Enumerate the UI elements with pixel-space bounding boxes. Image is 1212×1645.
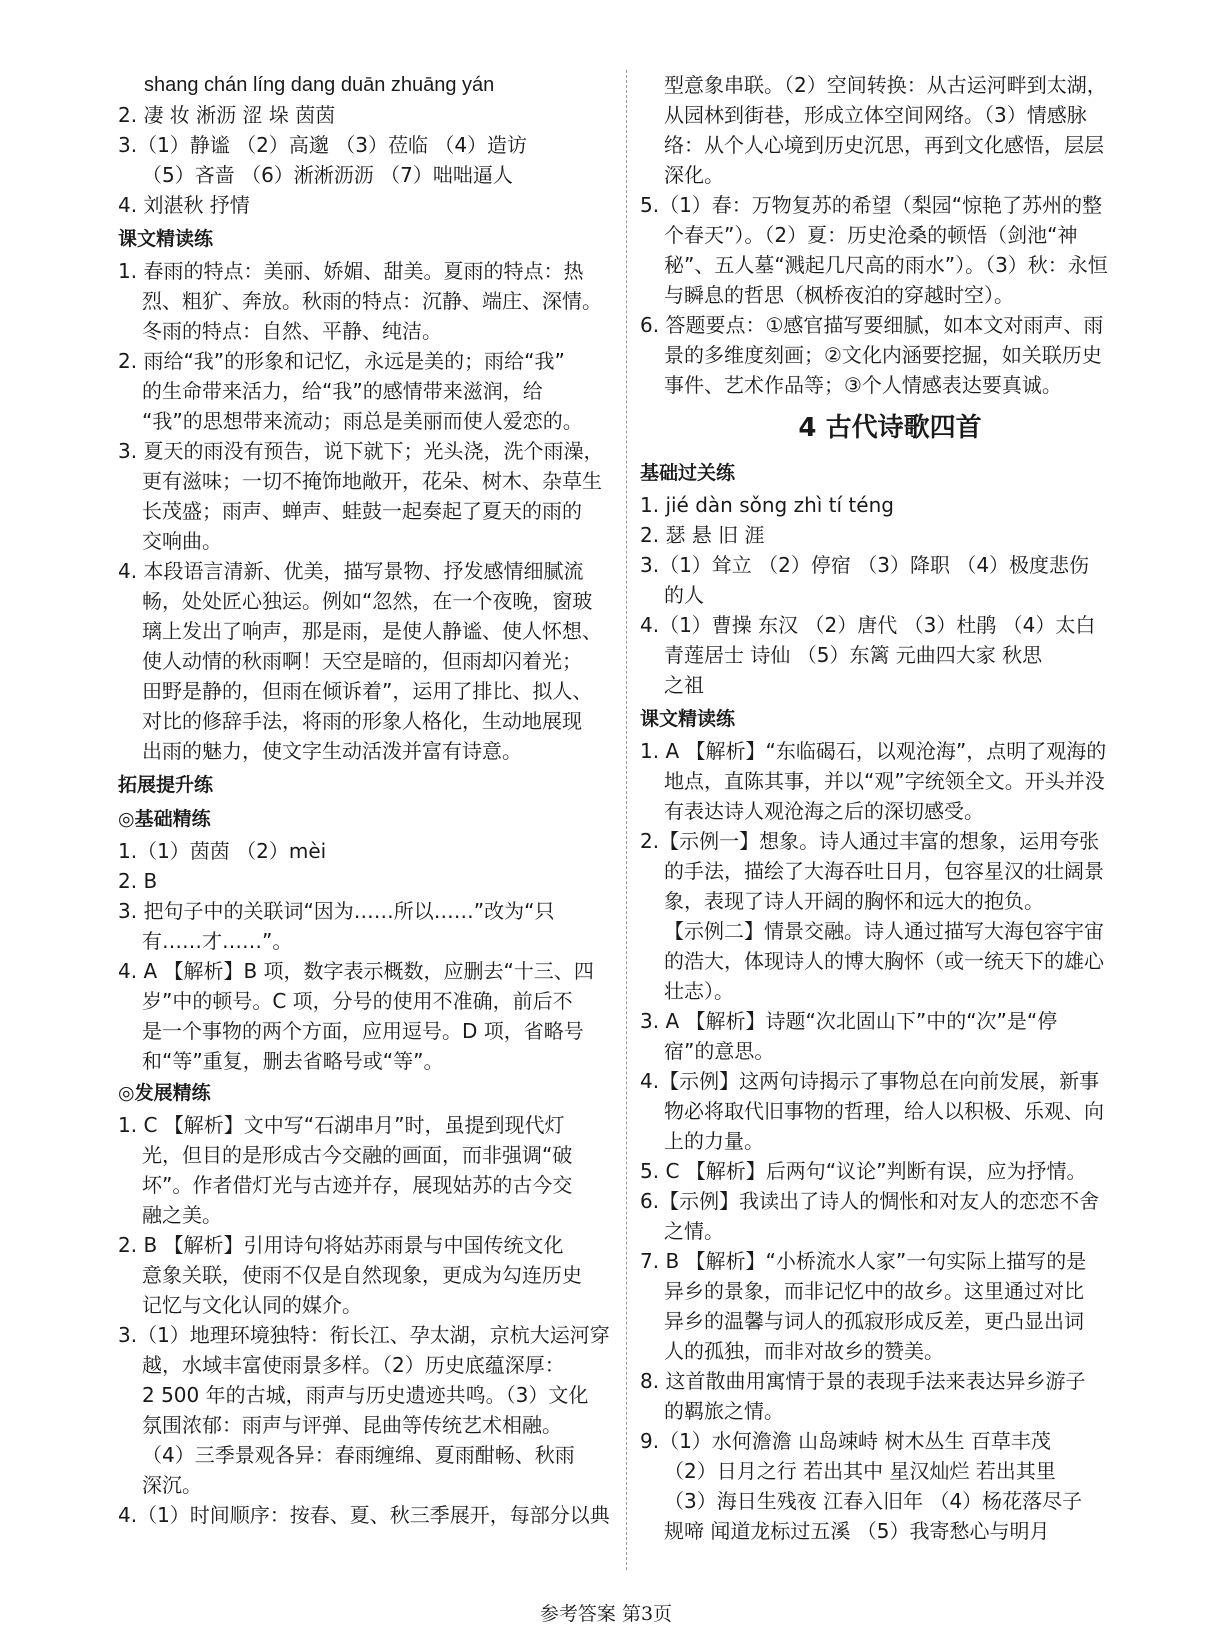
text-line: 坏”。作者借灯光与古迹并存，展现姑苏的古今交 — [142, 1173, 573, 1197]
text-line: 的浩大，体现诗人的博大胸怀（或一统天下的雄心 — [664, 949, 1104, 973]
text-line: 3.（1）静谧 （2）高邈 （3）莅临 （4）造访 — [118, 133, 528, 157]
text-line: 事件、艺术作品等；③个人情感表达要真诚。 — [664, 373, 1062, 397]
text-line: 青莲居士 诗仙 （5）东篱 元曲四大家 秋思 — [664, 643, 1043, 667]
text-line: 的人 — [664, 583, 704, 607]
text-line: （4）三季景观各异：春雨缠绵、夏雨酣畅、秋雨 — [142, 1443, 575, 1467]
text-line: 深化。 — [664, 163, 724, 187]
text-line: 2. B — [118, 869, 158, 893]
text-line: 拓展提升练 — [118, 774, 214, 796]
text-line: 课文精读练 — [640, 708, 736, 730]
text-line: 岁”中的顿号。C 项，分号的使用不准确，前后不 — [142, 989, 573, 1013]
text-line: 秘”、五人墓“溅起几尺高的雨水”）。（3）秋：永恒 — [664, 253, 1108, 277]
text-line: 3. 把句子中的关联词“因为……所以……”改为“只 — [118, 899, 555, 923]
text-line: 个春天”）。（2）夏：历史沧桑的顿悟（剑池“神 — [664, 223, 1078, 247]
text-line: 8. 这首散曲用寓情于景的表现手法来表达异乡游子 — [640, 1369, 1086, 1393]
text-line: 之情。 — [664, 1219, 724, 1243]
page-footer: 参考答案 第3页 — [539, 1603, 673, 1625]
text-line: 氛围浓郁：雨声与评弹、昆曲等传统艺术相融。 — [142, 1413, 562, 1437]
text-line: （5）吝啬 （6）淅淅沥沥 （7）咄咄逼人 — [142, 163, 513, 187]
text-line: 冬雨的特点：自然、平静、纯洁。 — [142, 319, 442, 343]
text-line: 规啼 闻道龙标过五溪 （5）我寄愁心与明月 — [664, 1519, 1050, 1543]
text-line: 物必将取代旧事物的哲理，给人以积极、乐观、向 — [664, 1099, 1104, 1123]
text-line: 1.（1）茵茵 （2）mèi — [118, 839, 327, 863]
text-line: 4. 刘湛秋 抒情 — [118, 193, 250, 217]
text-line: 田野是静的，但雨在倾诉着”，运用了排比、拟人、 — [142, 679, 593, 703]
column-divider — [626, 70, 627, 1570]
text-line: 和“等”重复，删去省略号或“等”。 — [142, 1049, 444, 1073]
text-line: 象，表现了诗人开阔的胸怀和远大的抱负。 — [664, 889, 1044, 913]
text-line: 2. 瑟 悬 旧 涯 — [640, 523, 765, 547]
text-line: 有表达诗人观沧海之后的深切感受。 — [664, 799, 984, 823]
text-line: 对比的修辞手法，将雨的形象人格化，生动地展现 — [142, 709, 582, 733]
text-line: “我”的思想带来流动；雨总是美丽而使人爱恋的。 — [142, 409, 583, 433]
text-line: 异乡的景象，而非记忆中的故乡。这里通过对比 — [664, 1279, 1084, 1303]
text-line: 【示例二】情景交融。诗人通过描写大海包容宇宙 — [664, 919, 1104, 943]
text-line: 6. 答题要点：①感官描写要细腻，如本文对雨声、雨 — [640, 313, 1104, 337]
text-line: 4.【示例】这两句诗揭示了事物总在向前发展，新事 — [640, 1069, 1100, 1093]
text-line: 记忆与文化认同的媒介。 — [142, 1293, 362, 1317]
text-line: 9.（1）水何澹澹 山岛竦峙 树木丛生 百草丰茂 — [640, 1429, 1051, 1453]
text-line: 上的力量。 — [664, 1129, 764, 1153]
text-line: 络：从个人心境到历史沉思，再到文化感悟，层层 — [664, 133, 1104, 157]
left-column — [118, 70, 618, 1530]
text-line: 畅，处处匠心独运。例如“忽然，在一个夜晚，窗玻 — [142, 589, 593, 613]
text-line: 光，但目的是形成古今交融的画面，而非强调“破 — [142, 1143, 573, 1167]
right-column — [640, 70, 1140, 1546]
text-line: ◎发展精练 — [118, 1082, 211, 1104]
text-line: 2. 雨给“我”的形象和记忆，永远是美的；雨给“我” — [118, 349, 565, 373]
text-line: 4.（1）曹操 东汉 （2）唐代 （3）杜鹃 （4）太白 — [640, 613, 1096, 637]
text-line: 2 500 年的古城，雨声与历史遗迹共鸣。（3）文化 — [142, 1383, 589, 1407]
text-line: 从园林到街巷，形成立体空间网络。（3）情感脉 — [664, 103, 1087, 127]
text-line: 有……才……”。 — [142, 929, 293, 953]
text-line: 3. 夏天的雨没有预告，说下就下；光头浇，洗个雨澡， — [118, 439, 604, 463]
text-line: 4.（1）时间顺序：按春、夏、秋三季展开，每部分以典 — [118, 1503, 610, 1527]
text-line: 的生命带来活力，给“我”的感情带来滋润，给 — [142, 379, 543, 403]
text-line: 之祖 — [664, 673, 704, 697]
text-line: 意象关联，使雨不仅是自然现象，更成为勾连历史 — [142, 1263, 582, 1287]
text-line: 宿”的意思。 — [664, 1039, 775, 1063]
text-line: ◎基础精练 — [118, 808, 211, 830]
text-line: 型意象串联。（2）空间转换：从古运河畔到太湖， — [664, 73, 1107, 97]
text-line: 的羁旅之情。 — [664, 1399, 784, 1423]
text-line: 更有滋味；一切不掩饰地敞开，花朵、树木、杂草生 — [142, 469, 602, 493]
text-line: 景的多维度刻画；②文化内涵要挖掘，如关联历史 — [664, 343, 1102, 367]
text-line: 的手法，描绘了大海吞吐日月，包容星汉的壮阔景 — [664, 859, 1104, 883]
text-line: 出雨的魅力，使文字生动活泼并富有诗意。 — [142, 739, 522, 763]
text-line: 7. B 【解析】“小桥流水人家”一句实际上描写的是 — [640, 1249, 1087, 1273]
text-line: 3.（1）耸立 （2）停宿 （3）降职 （4）极度悲伤 — [640, 553, 1090, 577]
text-line: 1. 春雨的特点：美丽、娇媚、甜美。夏雨的特点：热 — [118, 259, 584, 283]
text-line: （2）日月之行 若出其中 星汉灿烂 若出其里 — [664, 1459, 1056, 1483]
text-line: 越，水域丰富使雨景多样。（2）历史底蕴深厚： — [142, 1353, 565, 1377]
text-line: 2. B 【解析】引用诗句将姑苏雨景与中国传统文化 — [118, 1233, 564, 1257]
text-line: 2.【示例一】想象。诗人通过丰富的想象，运用夸张 — [640, 829, 1100, 853]
text-line: 3. A 【解析】诗题“次北固山下”中的“次”是“停 — [640, 1009, 1058, 1033]
text-line: 1. A 【解析】“东临碣石，以观沧海”，点明了观海的 — [640, 739, 1107, 763]
text-line: 烈、粗犷、奔放。秋雨的特点：沉静、端庄、深情。 — [142, 289, 602, 313]
text-line: 课文精读练 — [118, 228, 214, 250]
text-line: 4. 本段语言清新、优美，描写景物、抒发感情细腻流 — [118, 559, 584, 583]
text-line: 1. C 【解析】文中写“石湖串月”时，虽提到现代灯 — [118, 1113, 565, 1137]
text-line: 使人动情的秋雨啊！天空是暗的，但雨却闪着光； — [142, 649, 582, 673]
text-line: 长茂盛；雨声、蝉声、蛙鼓一起奏起了夏天的雨的 — [142, 499, 582, 523]
text-line: shang chán líng dang duān zhuāng yán — [144, 74, 495, 96]
text-line: 2. 凄 妆 淅沥 涩 垛 茵茵 — [118, 103, 336, 127]
text-line: 基础过关练 — [640, 462, 736, 484]
text-line: 璃上发出了响声，那是雨，是使人静谧、使人怀想、 — [142, 619, 602, 643]
text-line: 5. C 【解析】后两句“议论”判断有误，应为抒情。 — [640, 1159, 1087, 1183]
text-line: 深沉。 — [142, 1473, 202, 1497]
text-line: 融之美。 — [142, 1203, 222, 1227]
text-line: 是一个事物的两个方面，应用逗号。D 项，省略号 — [142, 1019, 584, 1043]
text-line: 异乡的温馨与词人的孤寂形成反差，更凸显出词 — [664, 1309, 1084, 1333]
text-line: 5.（1）春：万物复苏的希望（梨园“惊艳了苏州的整 — [640, 193, 1103, 217]
text-line: 4. A 【解析】B 项，数字表示概数，应删去“十三、四 — [118, 959, 594, 983]
text-line: 与瞬息的哲思（枫桥夜泊的穿越时空）。 — [664, 283, 1014, 307]
text-line: 3.（1）地理环境独特：衔长江、孕太湖，京杭大运河穿 — [118, 1323, 610, 1347]
text-line: 1. jié dàn sǒng zhì tí téng — [640, 493, 894, 517]
text-line: 6.【示例】我读出了诗人的惆怅和对友人的恋恋不舍 — [640, 1189, 1100, 1213]
text-line: 交响曲。 — [142, 529, 222, 553]
text-line: 4 古代诗歌四首 — [798, 413, 982, 443]
text-line: 人的孤独，而非对故乡的赞美。 — [664, 1339, 944, 1363]
text-line: 地点，直陈其事，并以“观”字统领全文。开头并没 — [664, 769, 1105, 793]
text-line: （3）海日生残夜 江春入旧年 （4）杨花落尽子 — [664, 1489, 1083, 1513]
text-line: 壮志）。 — [664, 979, 734, 1003]
